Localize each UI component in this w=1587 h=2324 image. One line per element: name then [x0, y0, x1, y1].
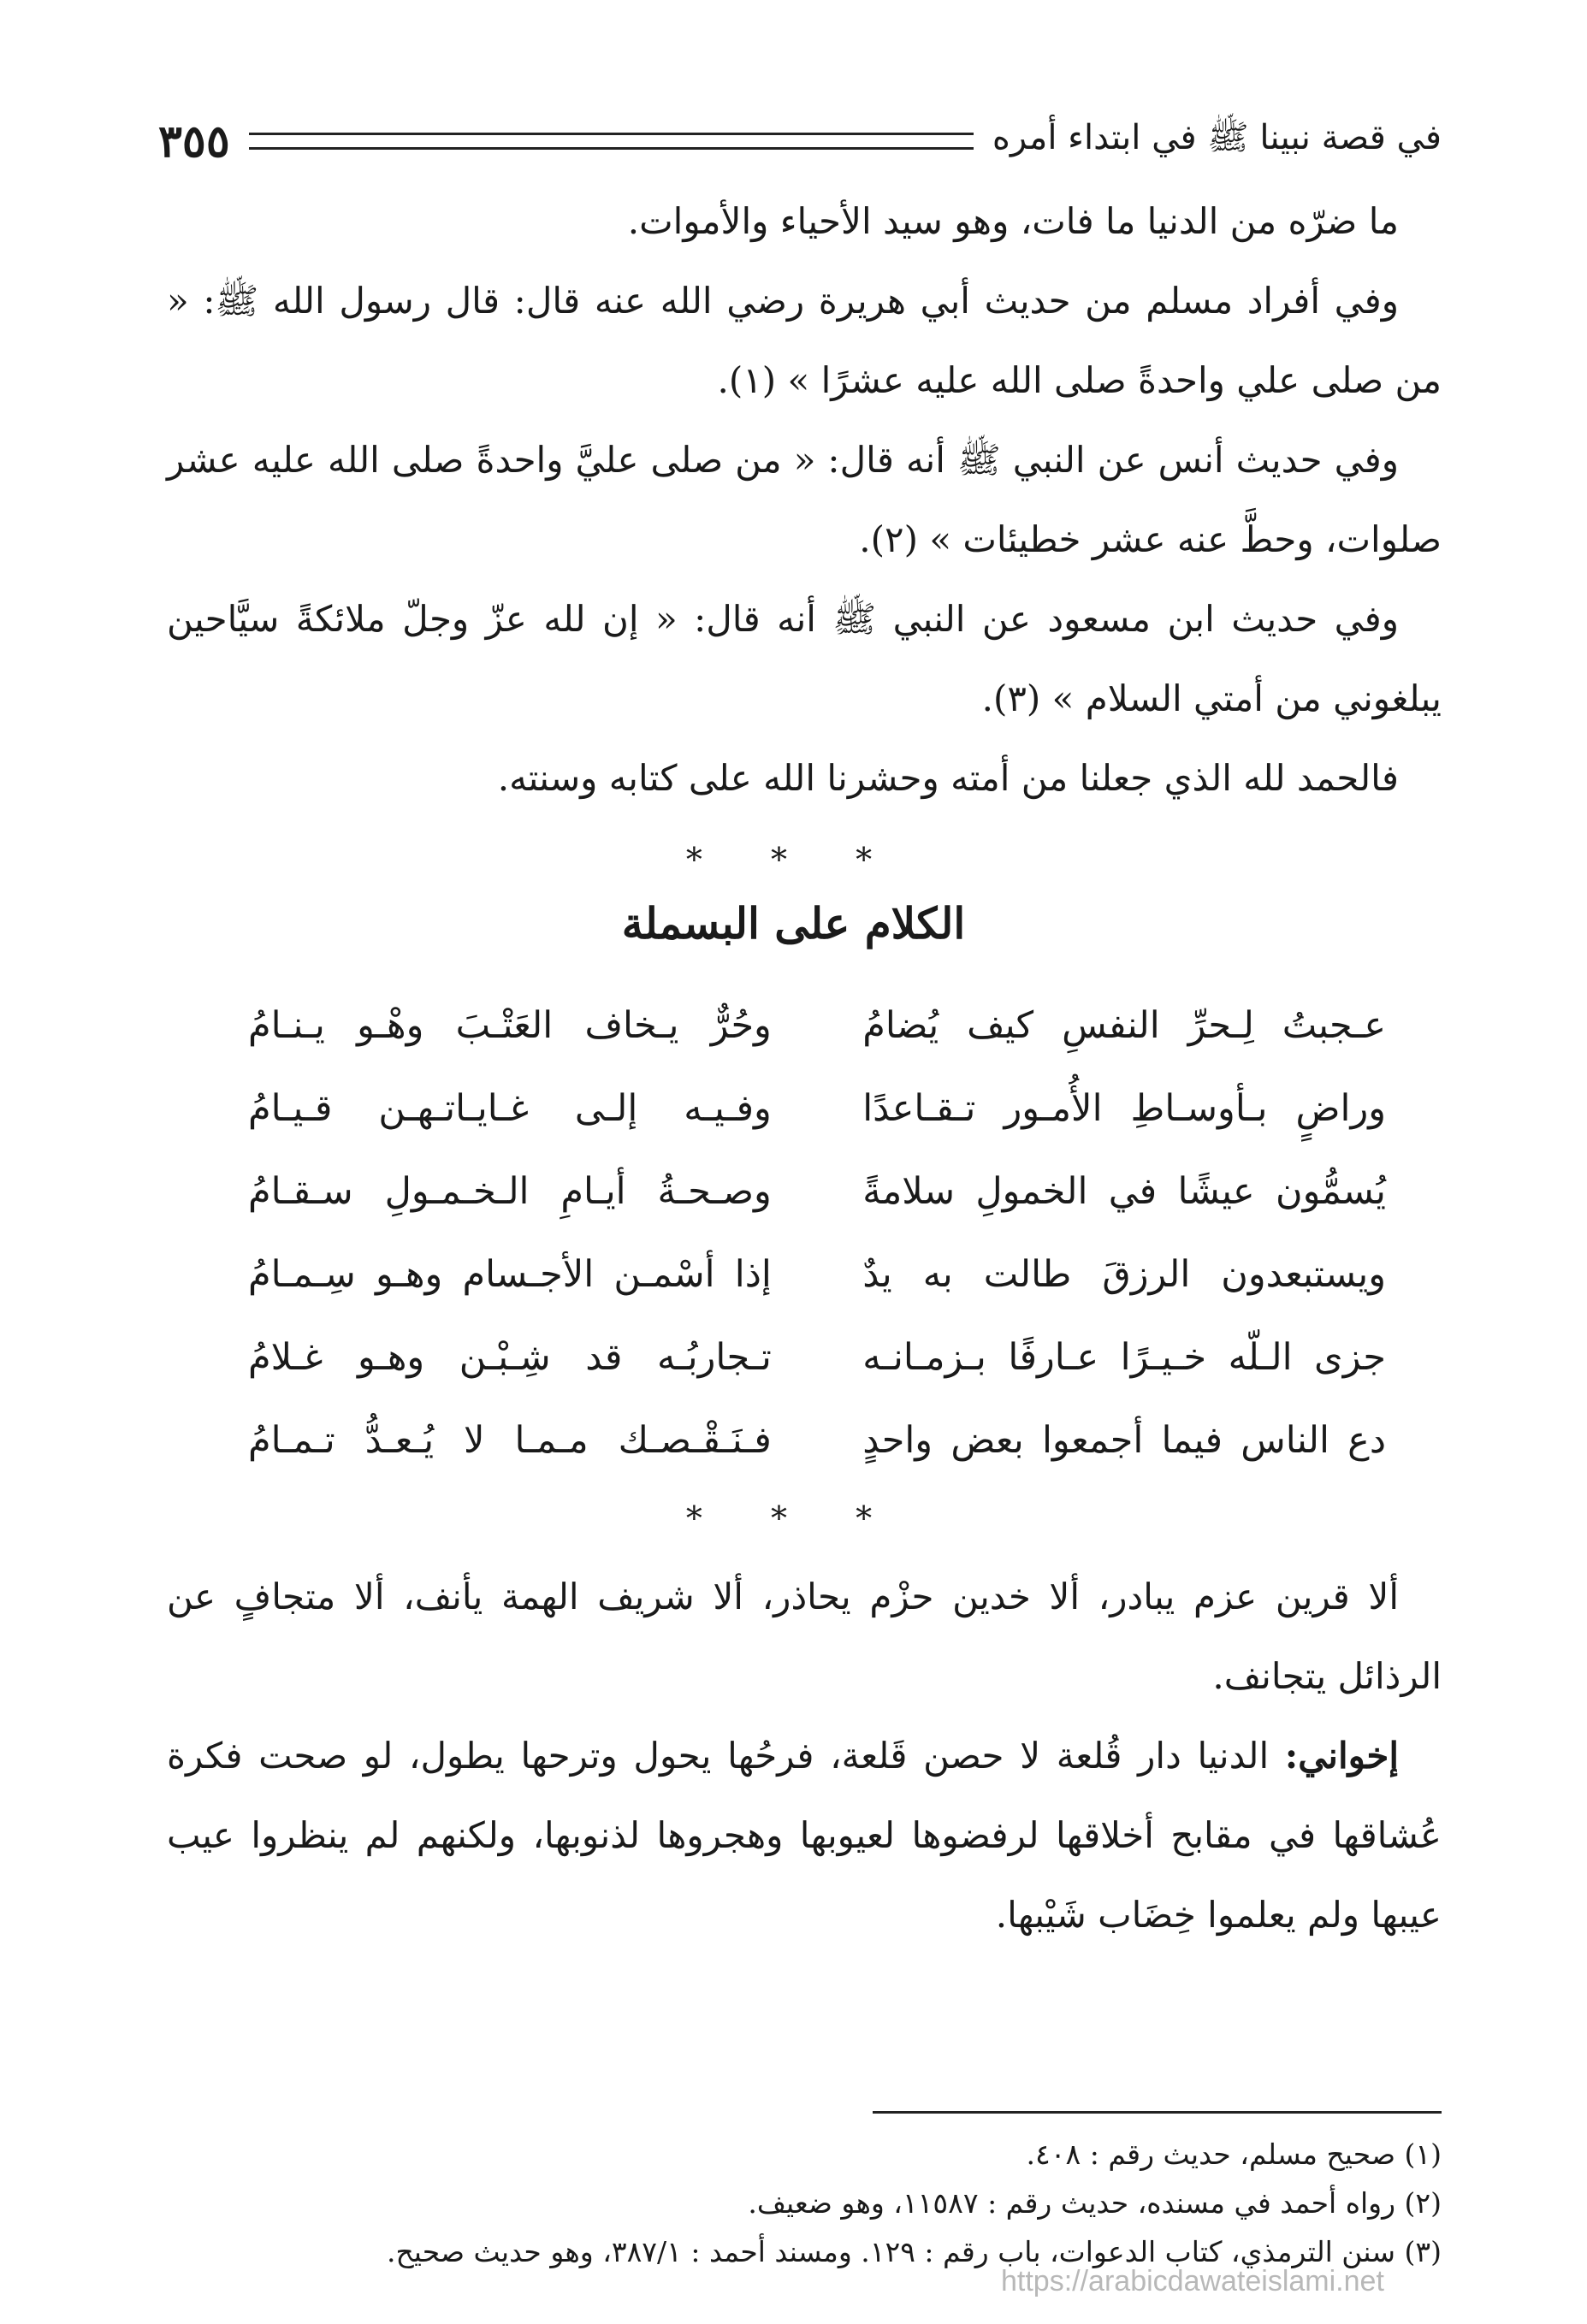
paragraph: ألا قرين عزم يبادر، ألا خدين حزْم يحاذر، ألا شريف الهمة يأنف، ألا متجافٍ عن الرذائل يتجانف.	[167, 1576, 1442, 1697]
poem-first-hemistich: يُسمُّون عيشًا في الخمولِ سلامةً	[862, 1169, 1386, 1213]
poem-verse	[248, 1150, 1386, 1233]
watermark-url: https://arabicdawateislami.net	[1001, 2265, 1384, 2297]
footnote: (٢) رواه أحمد في مسنده، حديث رقم : ١١٥٨٧، وهو ضعيف.	[748, 2186, 1442, 2220]
poem-verse	[248, 1067, 1386, 1150]
section-separator: * * *	[685, 1499, 902, 1537]
footnote: (١) صحيح مسلم، حديث رقم : ٤٠٨.	[1026, 2138, 1442, 2171]
closing-text-block	[167, 1557, 1442, 1954]
poem-first-hemistich: عـجبتُ لِـحرِّ النفسِ كيف يُضامُ	[862, 1003, 1386, 1047]
poem-second-hemistich: فـنَـقْـصـك مـمـا لا يُـعـدُّ تـمـامُ	[248, 1418, 772, 1462]
poem-second-hemistich: وصـحـةُ أيـامِ الـخـمـولِ سـقـامُ	[248, 1169, 772, 1213]
running-title: في قصة نبينا ﷺ في ابتداء أمره	[992, 118, 1442, 157]
poem-first-hemistich: ويستبعدون الرزقَ طالت به يدٌ	[862, 1252, 1386, 1296]
top-text-block	[167, 181, 1442, 818]
paragraph: وفي حديث أنس عن النبي ﷺ أنه قال: « من صلى عليَّ واحدةً صلى الله عليه عشر صلوات، وحطَّ عنه عشر خطيئات » (٢).	[167, 439, 1442, 560]
paragraph: وفي أفراد مسلم من حديث أبي هريرة رضي الله عنه قال: قال رسول الله ﷺ: « من صلى علي واحدةً صلى الله عليه عشرًا » (١).	[167, 280, 1442, 401]
poem-first-hemistich: وراضٍ بـأوسـاطِ الأُمـور تـقـاعدًا	[862, 1086, 1386, 1130]
section-title: الكلام على البسملة	[621, 898, 966, 949]
paragraph: وفي حديث ابن مسعود عن النبي ﷺ أنه قال: « إن لله عزّ وجلّ ملائكةً سيَّاحين يبلغوني من أمتي السلام » (٣).	[167, 598, 1442, 719]
paragraph: فالحمد لله الذي جعلنا من أمته وحشرنا الله على كتابه وسنته.	[497, 757, 1399, 799]
footnote: (٣) سنن الترمذي، كتاب الدعوات، باب رقم : ١٢٩. ومسند أحمد : ٣٨٧/١، وهو حديث صحيح.	[386, 2235, 1442, 2268]
paragraph	[167, 1716, 1442, 1954]
paragraph-body: الدنيا دار قُلعة لا حصن قَلعة، فرحُها يحول وترحها يطول، لو صحت فكرة عُشاقها في مقابح أخلاقها لرفضوها لعيوبها وهجروها لذنوبها، ولكنهم لم ينظروا عيب عيبها ولم يعلموا خِضَاب شَيْبها.	[167, 1735, 1442, 1936]
page-number: ٣٥٥	[158, 115, 230, 168]
footnote-rule	[873, 2111, 1442, 2114]
paragraph-lead: إخواني:	[1284, 1735, 1399, 1777]
poem-verse	[248, 984, 1386, 1067]
paragraph: ما ضرّه من الدنيا ما فات، وهو سيد الأحياء والأموات.	[627, 200, 1399, 242]
poem-first-hemistich: جزى الـلّه خـيـرًا عـارفًا بـزمـانـه	[862, 1335, 1386, 1379]
running-header	[158, 111, 1442, 171]
footnotes	[167, 2130, 1442, 2276]
poem-verse	[248, 1233, 1386, 1316]
section-separator: * * *	[685, 841, 902, 878]
poem-verse	[248, 1316, 1386, 1399]
poem-second-hemistich: تـجاربُـه قد شِـبْـن وهـو غـلامُ	[248, 1335, 772, 1379]
poem-verse	[248, 1399, 1386, 1481]
poem-second-hemistich: إذا أسْمـن الأجـسام وهـو سِـمـامُ	[248, 1252, 772, 1296]
poem-second-hemistich: وفـيـه إلـى غـايـاتـهـن قـيـامُ	[248, 1086, 772, 1130]
poem-first-hemistich: دع الناس فيما أجمعوا بعض واحدٍ	[862, 1418, 1386, 1462]
header-rule	[249, 133, 974, 150]
poem-second-hemistich: وحُرٌّ يـخاف العَتْـبَ وهْـو يـنـامُ	[248, 1003, 772, 1047]
poem	[248, 984, 1386, 1481]
